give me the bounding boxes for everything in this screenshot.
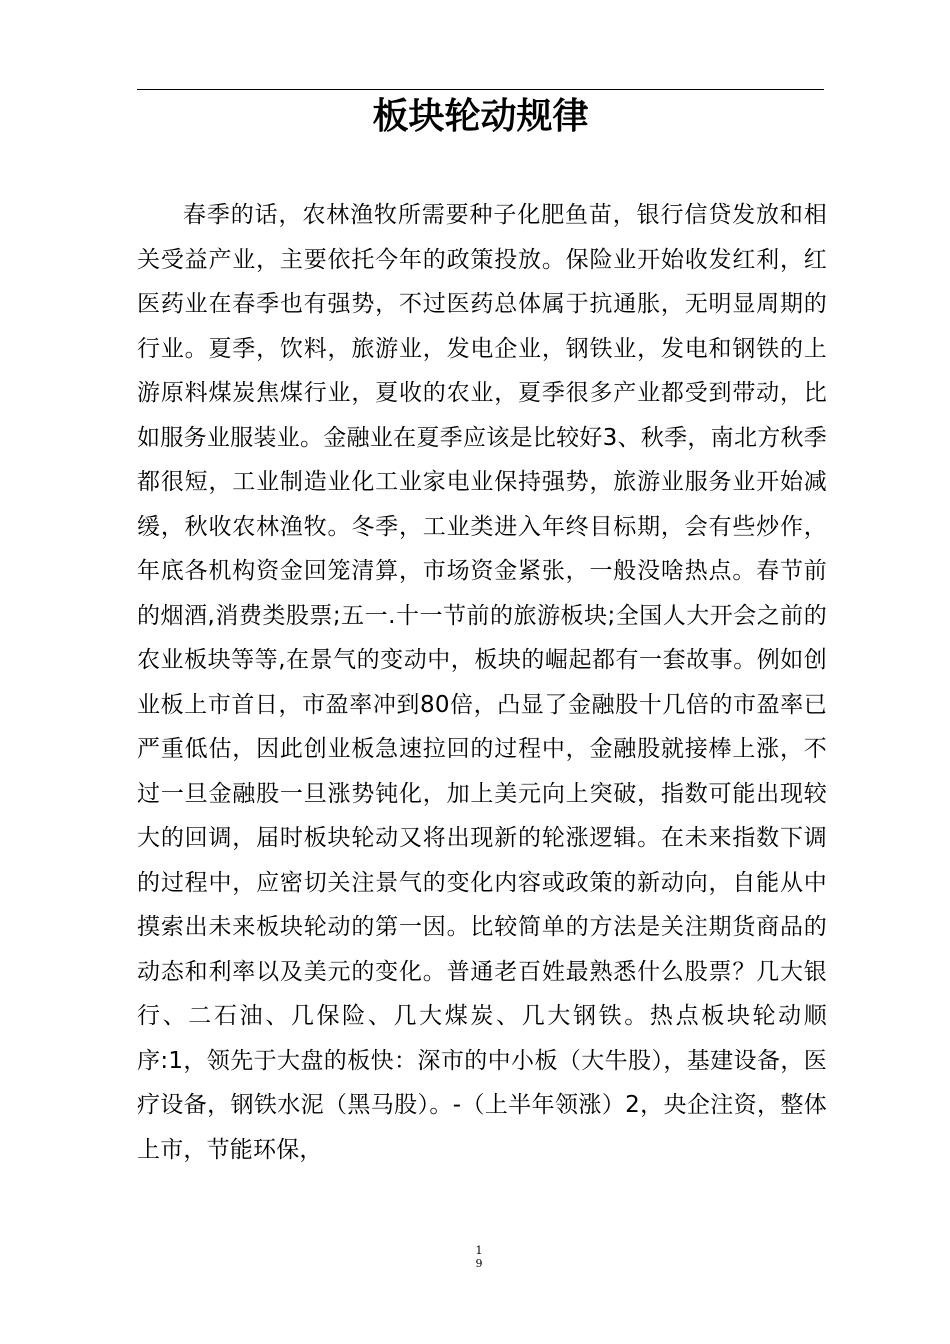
document-title: 板块轮动规律 [372, 96, 589, 137]
page-current: 1 [475, 1244, 483, 1257]
page-number [464, 1244, 494, 1270]
body-paragraph: 春季的话，农林渔牧所需要种子化肥鱼苗，银行信贷发放和相关受益产业，主要依托今年的政策投放。保险业开始收发红利，红医药业在春季也有强势，不过医药总体属于抗通胀，无明显周期的行业。夏季，饮料，旅游业，发电企业，钢铁业，发电和钢铁的上游原料煤炭焦煤行业，夏收的农业，夏季很多产业都受到带动，比如服务业服装业。金融业在夏季应该是比较好3、秋季，南北方秋季都很短，工业制造业化工业家电业保持强势，旅游业服务业开始减缓，秋收农林渔牧。冬季，工业类进入年终目标期，会有些炒作，年底各机构资金回笼清算，市场资金紧张，一般没啥热点。春节前的烟酒,消费类股票;五一.十一节前的旅游板块;全国人大开会之前的农业板块等等,在景气的变动中，板块的崛起都有一套故事。例如创业板上市首日，市盈率冲到80倍，凸显了金融股十几倍的市盈率已严重低估，因此创业板急速拉回的过程中，金融股就接棒上涨，不过一旦金融股一旦涨势钝化，加上美元向上突破，指数可能出现较大的回调，届时板块轮动又将出现新的轮涨逻辑。在未来指数下调的过程中，应密切关注景气的变化内容或政策的新动向，自能从中摸索出未来板块轮动的第一因。比较简单的方法是关注期货商品的动态和利率以及美元的变化。普通老百姓最熟悉什么股票？几大银行、二石油、几保险、几大煤炭、几大钢铁。热点板块轮动顺序:1，领先于大盘的板快：深市的中小板（大牛股），基建设备，医疗设备，钢铁水泥（黑马股）。-（上半年领涨）2，央企注资，整体上市，节能环保， [137, 202, 827, 1163]
page-total: 9 [475, 1257, 483, 1270]
header-rule [137, 89, 824, 90]
